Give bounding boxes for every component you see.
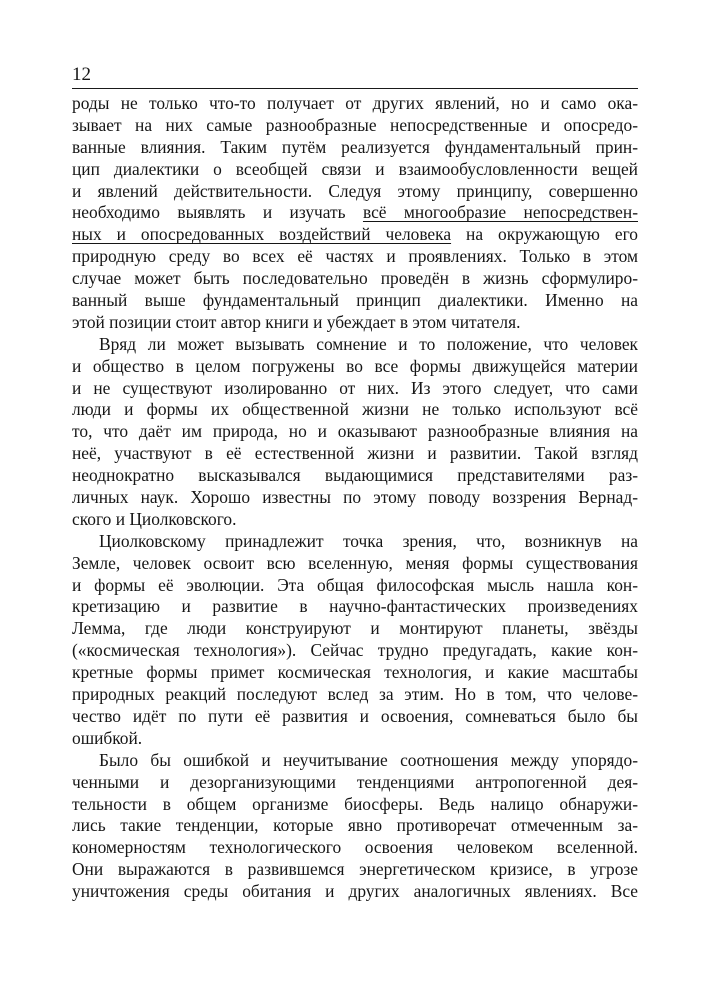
- book-page: [72, 58, 638, 903]
- text-line: ского и Циолковского.: [72, 508, 237, 529]
- text-line: природных реакций последуют вслед за этим. Но в том, что челове-: [72, 684, 638, 705]
- text-line: тельности в общем организме биосферы. Ведь налицо обнаружи-: [72, 793, 638, 814]
- page-number: 12: [72, 64, 91, 85]
- underlined-phrase: всё многообразие непосредствен-: [362, 202, 638, 223]
- text-line: кретизацию и развитие в научно-фантастических произведениях: [72, 596, 638, 617]
- text-line: люди и формы их общественной жизни не только используют всё: [72, 399, 638, 420]
- text-line: кономерностям технологического освоения человеком вселенной.: [72, 837, 638, 858]
- text-line: [72, 202, 638, 224]
- text-line: Они выражаются в развившемся энергетическом кризисе, в угрозе: [72, 859, 638, 880]
- text-line: Было бы ошибкой и неучитывание соотношения между упорядо-: [99, 749, 638, 770]
- text-line: уничтожения среды обитания и других аналогичных явлениях. Все: [72, 881, 638, 902]
- text-line: и формы её эволюции. Эта общая философская мысль нашла кон-: [72, 574, 638, 595]
- text-line: ванный выше фундаментальный принцип диалектики. Именно на: [72, 290, 638, 311]
- body-text: [72, 93, 638, 903]
- text-line: природную среду во всех её частях и проявлениях. Только в этом: [72, 246, 638, 267]
- text-line: Земле, человек освоит всю вселенную, меняя формы существования: [72, 552, 638, 573]
- paragraph: [72, 750, 638, 903]
- text-line: неё, участвуют в её естественной жизни и развитии. Такой взгляд: [72, 443, 638, 464]
- text-line: роды не только что-то получает от других явлений, но и само ока-: [72, 93, 638, 113]
- text-segment: необходимо выявлять и изучать: [72, 202, 363, 223]
- text-line: лись такие тенденции, которые явно противоречат отмеченным за-: [72, 815, 638, 836]
- text-line: ванные влияния. Таким путём реализуется фундаментальный прин-: [72, 136, 638, 157]
- text-line: и не существуют изолированно от них. Из этого следует, что сами: [72, 377, 638, 398]
- text-line: («космическая технология»). Сейчас трудно предугадать, какие кон-: [72, 640, 638, 661]
- text-line: зывает на них самые разнообразные непосредственные и опосредо-: [72, 114, 638, 135]
- paragraph: [72, 531, 638, 750]
- text-line: случае может быть последовательно проведён в жизнь сформулиро-: [72, 268, 638, 289]
- text-line: и явлений действительности. Следуя этому принципу, совершенно: [72, 180, 638, 201]
- text-line: ошибкой.: [72, 727, 143, 748]
- text-line: ченными и дезорганизующими тенденциями антропогенной дея-: [72, 771, 638, 792]
- paragraph: [72, 93, 638, 334]
- text-line: неоднократно высказывался выдающимися представителями раз-: [72, 465, 638, 486]
- text-line: Циолковскому принадлежит точка зрения, что, возникнув на: [99, 530, 638, 551]
- text-segment: на окружающую его: [451, 224, 638, 245]
- text-line: [72, 224, 638, 246]
- underlined-phrase: ных и опосредованных воздействий человека: [72, 224, 452, 245]
- text-line: то, что даёт им природа, но и оказывают разнообразные влияния на: [72, 421, 638, 442]
- page-header: [72, 58, 638, 89]
- text-line: кретные формы примет космическая технология, и какие масштабы: [72, 662, 638, 683]
- paragraph: [72, 334, 638, 531]
- text-line: цип диалектики о всеобщей связи и взаимообусловленности вещей: [72, 158, 638, 179]
- text-line: Вряд ли может вызывать сомнение и то положение, что человек: [99, 333, 638, 354]
- text-line: личных наук. Хорошо известны по этому поводу воззрения Вернад-: [72, 487, 638, 508]
- text-line: этой позиции стоит автор книги и убеждает в этом читателя.: [72, 311, 521, 332]
- text-line: чество идёт по пути её развития и освоения, сомневаться было бы: [72, 705, 638, 726]
- text-line: и общество в целом погружены во все формы движущейся материи: [72, 355, 638, 376]
- text-line: Лемма, где люди конструируют и монтируют планеты, звёзды: [72, 618, 638, 639]
